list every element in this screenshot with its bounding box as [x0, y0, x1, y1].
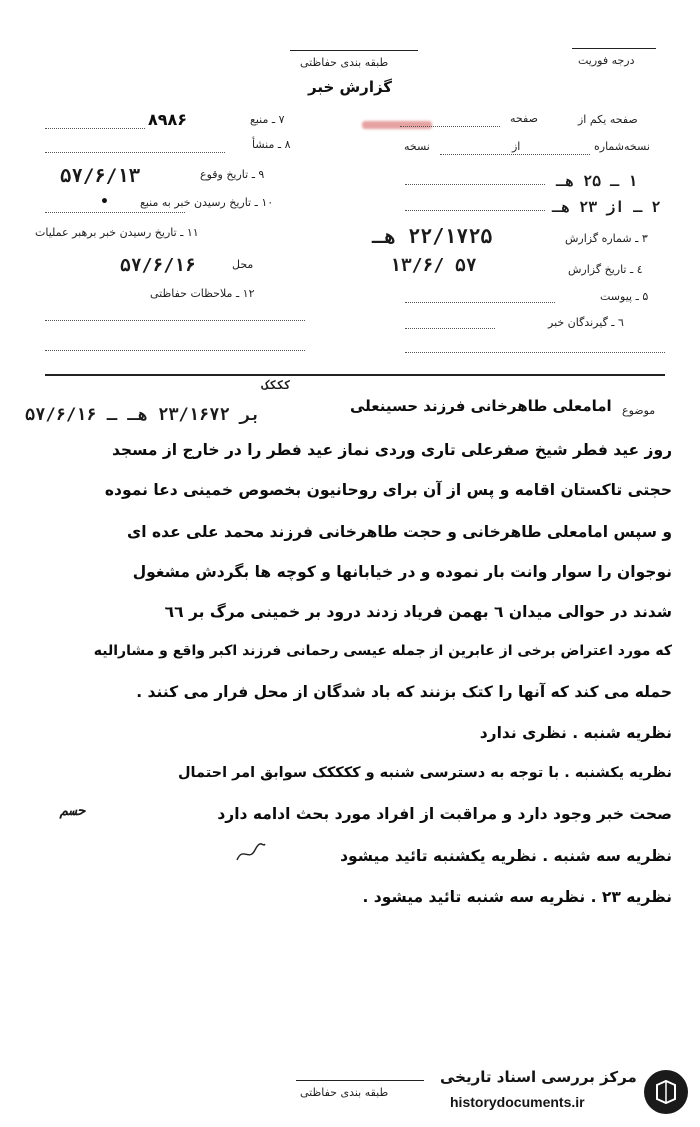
body-line-4: نوجوان را سوار وانت بار نموده و در خیابانها و کوچه ها بگردش مشغول — [132, 563, 672, 581]
notes-dots-2 — [45, 350, 305, 351]
opinion-line-2: نظریه یکشنبه . با توجه به دسترسی شنبه و ککککک سوابق امر احتمال — [177, 765, 672, 781]
classification-top: طبقه بندی حفاظتی — [300, 56, 389, 69]
subject-annotation: کککک — [262, 378, 291, 392]
opinion-line-1: نظریه شنبه . نظری ندارد — [479, 724, 672, 742]
item2-value: ۲ ـ از ۲۳ هـ — [552, 198, 661, 216]
page-title: گزارش خبر — [308, 78, 393, 96]
place-value: ۵۷/۶/۱۶ — [120, 255, 196, 276]
report-date-value: ۱۳/۶/ ۵۷ — [390, 255, 477, 276]
body-line-5: شدند در حوالی میدان ٦ بهمن فریاد زدند درود بر خمینی مرگ بر ٦٦ — [164, 603, 672, 621]
item2-dots — [405, 210, 545, 211]
report-date-label: ٤ ـ تاریخ گزارش — [568, 263, 643, 276]
copy-of: از — [512, 140, 521, 153]
body-line-3: و سپس امامعلی طاهرخانی و حجت طاهرخانی فرزند محمد علی عده ای — [127, 523, 672, 541]
occurrence-date-value: ۵۷/۶/۱۳ — [60, 165, 141, 187]
signature-mark — [235, 842, 267, 864]
recipients-dots — [405, 328, 495, 329]
receipt-date-source-label: ۱۰ ـ تاریخ رسیدن خبر به منبع — [140, 196, 274, 209]
copy-label-2: نسخه — [404, 140, 430, 153]
body-line-6: که مورد اعتراض برخی از عابرین از جمله عیسی رحمانی فرزند اکبر واقع و مشارالیه — [93, 643, 672, 659]
classification-bottom: طبقه بندی حفاظتی — [300, 1086, 389, 1099]
red-stamp — [362, 121, 432, 129]
origin-label: ۸ ـ منشأ — [252, 138, 291, 151]
body-line-7: حمله می کند که آنها را کتک بزنند که باد شدگان از محل فرار می کنند . — [136, 683, 672, 701]
report-number-label: ۳ ـ شماره گزارش — [565, 232, 648, 245]
watermark-title: مرکز بررسی اسناد تاریخی — [440, 1068, 637, 1086]
occurrence-date-label: ۹ ـ تاریخ وقوع — [200, 168, 265, 181]
body-line-2: حجتی تاکستان اقامه و پس از آن برای روحانیون بخصوص خمینی دعا نموده — [104, 481, 672, 499]
watermark — [432, 1066, 694, 1120]
source-dots — [45, 128, 145, 129]
copy-label: نسخه‌شماره — [594, 140, 650, 153]
opinion-line-5: نظریه ۲۳ . نظریه سه شنبه تائید میشود . — [362, 888, 672, 906]
opinion-line-4: نظریه سه شنبه . نظریه یکشنبه تائید میشود — [340, 847, 672, 865]
subject-ref: بر ۲۳/۱۶۷۲ هـ ـ ۵۷/۶/۱۶ — [25, 405, 261, 425]
place-label: محل — [232, 258, 254, 271]
header-top-rule — [290, 50, 418, 51]
source-label: ۷ ـ منبع — [250, 113, 285, 126]
section-divider — [45, 374, 665, 376]
recipients-label: ٦ ـ گیرندگان خبر — [548, 316, 624, 329]
recipients-dots-2 — [405, 352, 665, 353]
attachment-dots — [405, 302, 555, 303]
page-label-2: صفحه — [510, 112, 538, 125]
page-label: صفحه یکم از — [578, 113, 638, 126]
subject-text: امامعلی طاهرخانی فرزند حسینعلی — [350, 397, 612, 415]
security-notes-label: ۱۲ ـ ملاحظات حفاظتی — [150, 287, 255, 300]
subject-label: موضوع — [622, 404, 656, 417]
opinion-line-3: صحت خبر وجود دارد و مراقبت از افراد مورد بحث ادامه دارد — [217, 805, 672, 823]
body-line-1: روز عید فطر شیخ صفرعلی تاری وردی نماز عید فطر را در خارج از مسجد — [111, 441, 672, 459]
archive-logo-icon — [644, 1070, 688, 1114]
origin-dots — [45, 152, 225, 153]
receipt-source-mark: • — [100, 194, 109, 210]
watermark-url: historydocuments.ir — [450, 1094, 585, 1110]
report-number-value: ۲۲/۱۷۲۵ هـ — [372, 224, 493, 248]
margin-initials: حسم — [60, 803, 86, 819]
item1-dots — [405, 184, 545, 185]
copy-dots — [440, 154, 590, 155]
urgency-label: درجه فوریت — [578, 54, 635, 67]
attachment-label: ۵ ـ پیوست — [600, 290, 649, 303]
footer-rule — [296, 1080, 424, 1081]
page-dots — [400, 126, 500, 127]
notes-dots-1 — [45, 320, 305, 321]
source-value: ۸۹۸۶ — [148, 110, 188, 129]
item1-value: ۱ ـ ۲۵ هـ — [556, 172, 638, 190]
receipt-date-ops-label: ۱۱ ـ تاریخ رسیدن خبر برهبر عملیات — [35, 226, 199, 239]
receipt-source-dots — [45, 212, 185, 213]
urgency-rule — [572, 48, 656, 49]
